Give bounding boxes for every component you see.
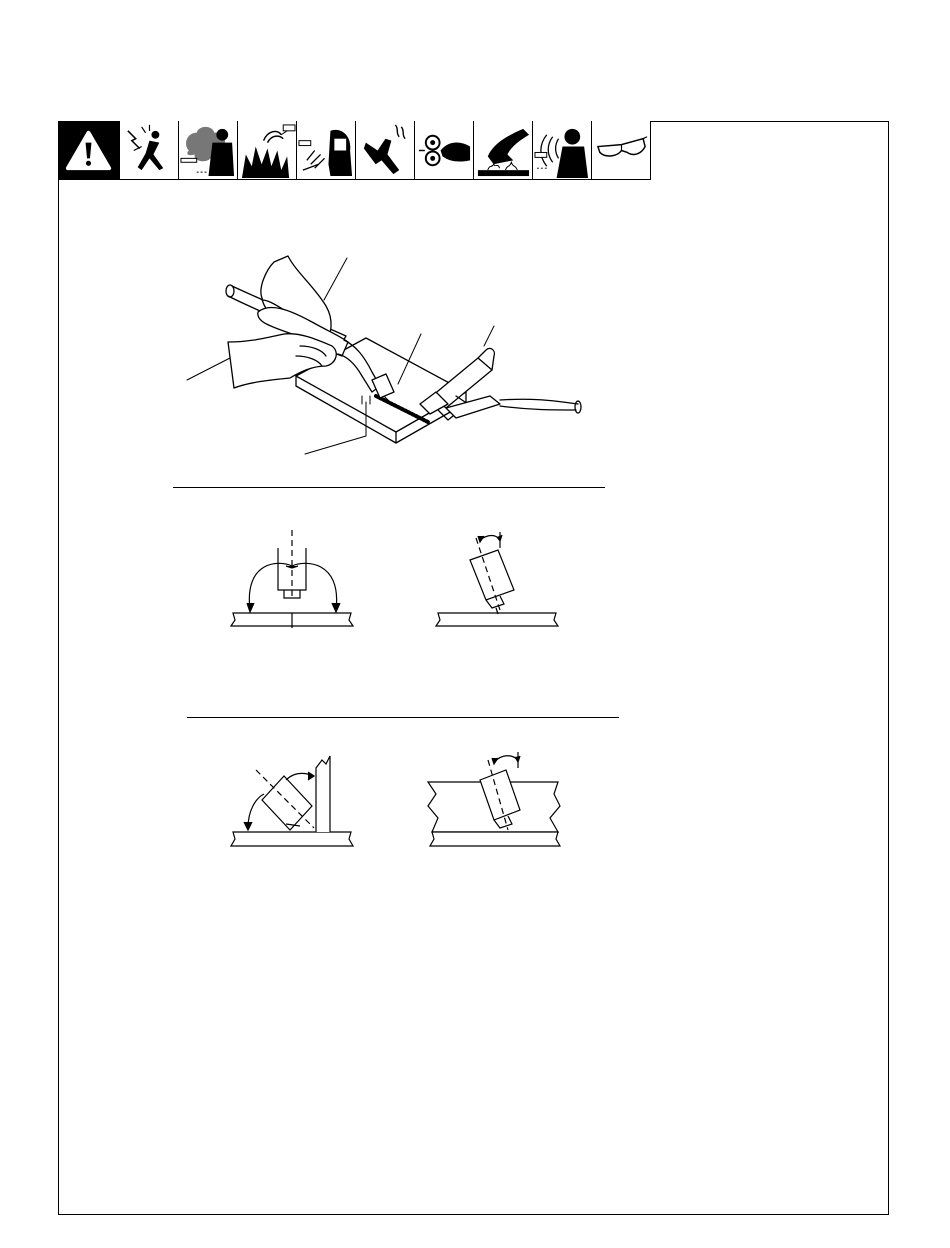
fillet-travel-angle-figure [428, 752, 560, 846]
fillet-work-angle-figure [231, 756, 353, 846]
